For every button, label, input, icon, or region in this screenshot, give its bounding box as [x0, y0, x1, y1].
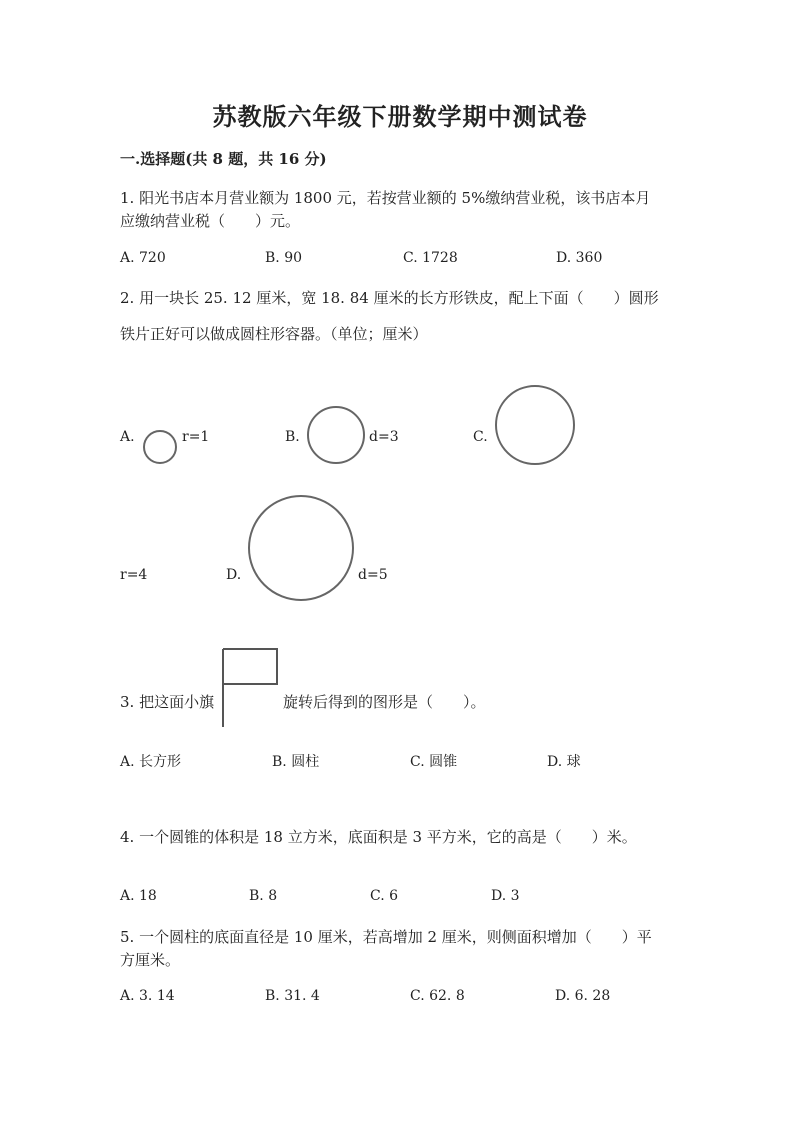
- question-3-option-d: D. 球: [547, 754, 581, 770]
- circle-d-label: d=5: [358, 567, 388, 583]
- question-1-option-b: B. 90: [265, 250, 303, 266]
- question-1-line-1: 1. 阳光书店本月营业额为 1800 元，若按营业额的 5%缴纳营业税，该书店本月: [120, 189, 651, 207]
- question-3-prefix: 3. 把这面小旗: [120, 693, 215, 711]
- question-1-option-a: A. 720: [120, 250, 166, 266]
- circle-a: [142, 429, 178, 465]
- circle-d: [247, 494, 355, 602]
- circle-a-label: r=1: [182, 429, 210, 445]
- question-1-option-c: C. 1728: [403, 250, 458, 266]
- question-5-option-c: C. 62. 8: [410, 988, 465, 1004]
- question-2-option-c: C.: [473, 429, 488, 445]
- question-4-text: 4. 一个圆锥的体积是 18 立方米，底面积是 3 平方米，它的高是（ ）米。: [120, 828, 637, 846]
- circle-c: [494, 384, 576, 466]
- section-heading: 一.选择题(共 8 题，共 16 分): [120, 150, 327, 168]
- question-5-option-a: A. 3. 14: [120, 988, 175, 1004]
- question-3-option-a: A. 长方形: [120, 754, 182, 770]
- question-3-option-c: C. 圆锥: [410, 754, 458, 770]
- question-2-option-d: D.: [226, 567, 242, 583]
- question-5-option-b: B. 31. 4: [265, 988, 320, 1004]
- question-5-line-2: 方厘米。: [120, 951, 181, 969]
- page-title: 苏教版六年级下册数学期中测试卷: [212, 102, 588, 131]
- circle-b: [306, 405, 366, 465]
- question-5-line-1: 5. 一个圆柱的底面直径是 10 厘米，若高增加 2 厘米，则侧面积增加（ ）平: [120, 928, 652, 946]
- question-2-line-2: 铁片正好可以做成圆柱形容器。（单位；厘米）: [120, 325, 428, 343]
- question-3-option-b: B. 圆柱: [272, 754, 320, 770]
- question-4-option-c: C. 6: [370, 888, 399, 904]
- question-1-line-2: 应缴纳营业税（ ）元。: [120, 212, 301, 230]
- question-5-option-d: D. 6. 28: [555, 988, 611, 1004]
- question-4-option-b: B. 8: [249, 888, 278, 904]
- question-4-option-a: A. 18: [120, 888, 157, 904]
- circle-c-label: r=4: [120, 567, 148, 583]
- circle-b-label: d=3: [369, 429, 399, 445]
- question-3-suffix: 旋转后得到的图形是（ ）。: [283, 693, 486, 711]
- question-1-option-d: D. 360: [556, 250, 603, 266]
- question-2-line-1: 2. 用一块长 25. 12 厘米，宽 18. 84 厘米的长方形铁皮，配上下面（ ）圆形: [120, 289, 659, 307]
- flag-icon: [221, 647, 281, 729]
- question-2-option-b: B.: [285, 429, 300, 445]
- question-2-option-a: A.: [120, 429, 135, 445]
- question-4-option-d: D. 3: [491, 888, 520, 904]
